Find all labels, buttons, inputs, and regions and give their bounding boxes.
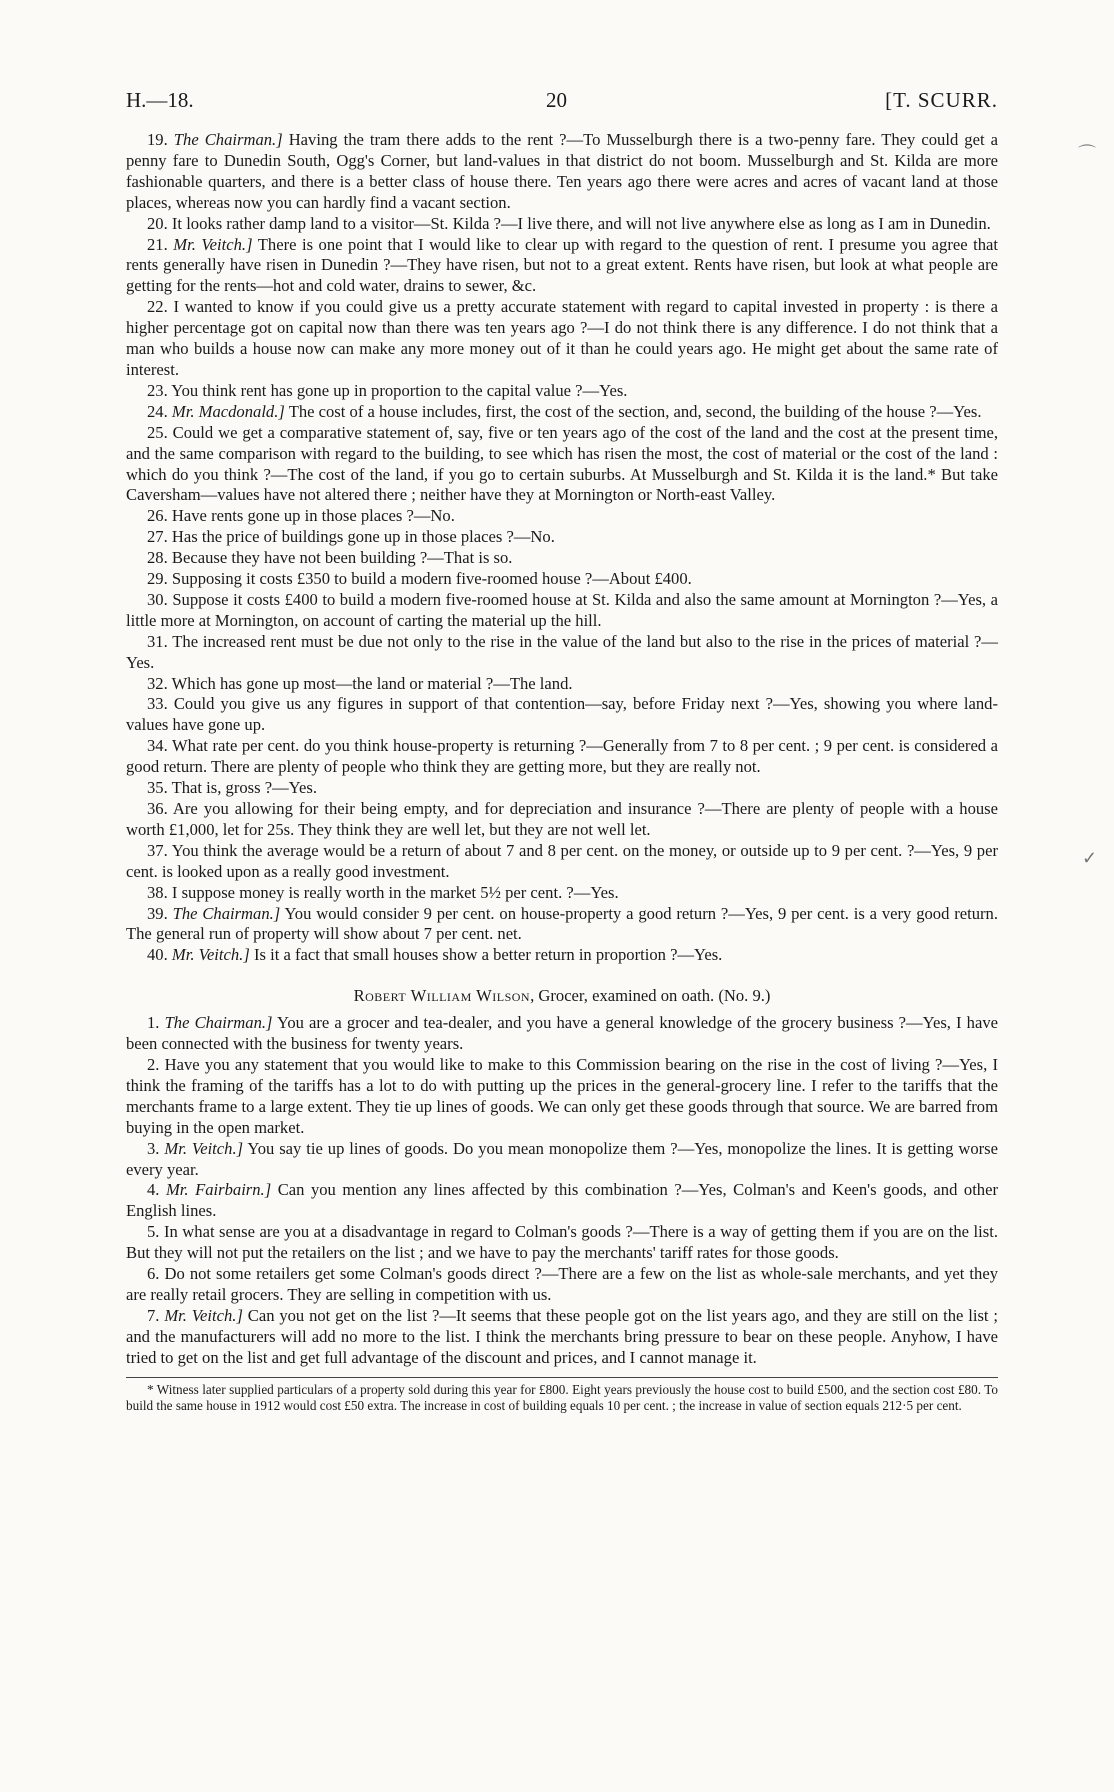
testimony-item xyxy=(126,569,998,590)
item-text: Do not some retailers get some Colman's goods direct ?—There are a few on the list as whole-sale merchants, and yet they are really retail grocers. They are selling in competition with us. xyxy=(126,1264,998,1304)
item-number: 21. xyxy=(147,234,168,254)
item-number: 33. xyxy=(147,694,168,714)
speaker-name: Mr. Fairbairn.] xyxy=(165,1180,272,1200)
item-text: Supposing it costs £350 to build a modern five-roomed house ?—About £400. xyxy=(171,569,692,589)
testimony-item xyxy=(126,778,998,799)
speaker-name: Mr. Veitch.] xyxy=(173,234,253,254)
margin-mark: ⌒ xyxy=(1078,144,1096,164)
testimony-item xyxy=(126,1264,998,1306)
item-text: It looks rather damp land to a visitor—St. Kilda ?—I live there, and will not live anywhere else as long as I am in Dunedin. xyxy=(171,213,991,233)
item-text: Having the tram there adds to the rent ?—To Musselburgh there is a two-penny fare. They could get a penny fare to Dunedin South, Ogg's Corner, but land-values in that district do not boom. Musselburgh and St. Kilda are more fashionable quarters, and there is a better class of house there. Ten years ago there were acres and acres of vacant land at those places, whereas now you can hardly find a vacant section. xyxy=(126,130,998,212)
margin-mark: ✓ xyxy=(1082,848,1098,868)
testimony-item xyxy=(126,674,998,695)
item-number: 31. xyxy=(147,631,168,651)
item-number: 24. xyxy=(147,401,168,421)
testimony-item xyxy=(126,506,998,527)
item-text: You think rent has gone up in proportion to the capital value ?—Yes. xyxy=(171,380,628,400)
item-text: Suppose it costs £400 to build a modern five-roomed house at St. Kilda and also the same amount at Mornington ?—Yes, a little more at Mornington, on account of carting the material up the hill. xyxy=(126,589,998,630)
speaker-name: The Chairman.] xyxy=(173,130,283,149)
item-number: 23. xyxy=(147,380,168,400)
item-number: 19. xyxy=(147,130,168,149)
footnote-text: * Witness later supplied particulars of a property sold during this year for £800. Eight years previously the house cost to build £500, and the section cost £80. To build the same house in 1912 would cost £50 extra. The increase in cost of building equals 10 per cent. ; the increase in value of section equals 212·5 per cent. xyxy=(126,1381,998,1413)
testimony-block-wilson xyxy=(126,1013,998,1368)
item-number: 36. xyxy=(147,799,168,818)
item-number: 25. xyxy=(147,422,168,442)
testimony-item xyxy=(126,1013,998,1055)
item-text: You say tie up lines of goods. Do you mean monopolize them ?—Yes, monopolize the lines. It is getting worse every year. xyxy=(126,1138,998,1179)
item-text: You are a grocer and tea-dealer, and you have a general knowledge of the grocery business ?—Yes, I have been connected with the business for twenty years. xyxy=(126,1013,999,1054)
speaker-name: The Chairman.] xyxy=(164,1013,273,1033)
witness-name: Robert William Wilson xyxy=(353,986,531,1006)
body-text xyxy=(126,130,998,1369)
witness-heading xyxy=(126,986,998,1007)
item-text: Could we get a comparative statement of, say, five or ten years ago of the cost of the land and the cost at the present time, and the same comparison with regard to the building, to see which has risen the most, the cost of material or the cost of the land : which do you think ?—The cost of the land, if you go to certain suburbs. At Musselburgh and St. Kilda it is the land.* But take Caversham—values have not altered there ; neither have they at Mornington or North-east Valley. xyxy=(126,422,999,505)
testimony-item xyxy=(126,590,998,632)
testimony-item xyxy=(126,402,998,423)
item-text: Can you mention any lines affected by this combination ?—Yes, Colman's and Keen's goods, and other English lines. xyxy=(126,1180,998,1221)
item-number: 37. xyxy=(147,840,168,860)
speaker-name: Mr. Veitch.] xyxy=(164,1138,244,1158)
witness-running-head: [T. SCURR. xyxy=(885,88,998,112)
item-number: 22. xyxy=(147,297,168,317)
item-number: 29. xyxy=(147,569,168,589)
item-number: 5. xyxy=(147,1222,160,1242)
page-header xyxy=(126,88,998,128)
item-text: Can you not get on the list ?—It seems that these people got on the list years ago, and they are still on the list ; and the manufacturers will add no more to the list. I think the merchants bring pressure to bear on these people. Anyhow, I have tried to get on the list and get full advantage of the discount and prices, and I cannot manage it. xyxy=(126,1305,999,1367)
page-number: 20 xyxy=(546,88,567,112)
speaker-name: Mr. Veitch.] xyxy=(164,1305,243,1325)
item-text: Has the price of buildings gone up in those places ?—No. xyxy=(171,527,555,547)
item-text: Have rents gone up in those places ?—No. xyxy=(171,506,455,526)
testimony-item xyxy=(126,548,998,569)
item-number: 7. xyxy=(147,1305,160,1325)
document-reference: H.—18. xyxy=(126,88,194,112)
item-text: I wanted to know if you could give us a pretty accurate statement with regard to capital invested in property : is there a higher percentage got on capital now than there was ten years ago ?—I do not think there is any difference. I do not think that a man who builds a house now can make any more money out of it than he could years ago. He might get about the same rate of interest. xyxy=(126,297,998,379)
item-number: 6. xyxy=(147,1264,160,1284)
item-text: Because they have not been building ?—That is so. xyxy=(171,548,513,568)
item-number: 38. xyxy=(147,882,168,902)
item-number: 4. xyxy=(147,1180,160,1200)
item-number: 27. xyxy=(147,527,168,547)
item-number: 3. xyxy=(147,1138,160,1158)
testimony-item xyxy=(126,1055,998,1139)
item-text: In what sense are you at a disadvantage in regard to Colman's goods ?—There is a way of getting them if you are on the list. But they will not put the retailers on the list ; and we have to pay the merchants' tariff rates for those goods. xyxy=(126,1222,998,1263)
item-text: Have you any statement that you would like to make to this Commission bearing on the rise in the cost of living ?—Yes, I think the framing of the tariffs has a lot to do with putting up the prices in the general-grocery line. I refer to the tariffs that the merchants frame to a large extent. They tie up lines of goods. We can only get these goods through that source. We are barred from buying in the open market. xyxy=(126,1054,998,1137)
speaker-name: Mr. Veitch.] xyxy=(171,945,250,965)
item-text: Which has gone up most—the land or material ?—The land. xyxy=(171,673,573,693)
item-number: 32. xyxy=(147,673,168,693)
item-text: Could you give us any figures in support of that contention—say, before Friday next ?—Yes, showing you where land-values have gone up. xyxy=(126,694,998,735)
speaker-name: Mr. Macdonald.] xyxy=(171,401,285,421)
testimony-item xyxy=(126,423,998,507)
testimony-item xyxy=(126,1306,998,1369)
item-number: 34. xyxy=(147,736,168,756)
testimony-item xyxy=(126,214,998,235)
footnote-rule xyxy=(126,1377,998,1378)
testimony-item xyxy=(126,381,998,402)
item-number: 28. xyxy=(147,548,168,568)
item-text: There is one point that I would like to clear up with regard to the question of rent. I presume you agree that rents generally have risen in Dunedin ?—They have risen, but not to a great extent. Rents have risen, but look at what people are getting for the rents—hot and cold water, drains to sewer, &c. xyxy=(126,234,998,296)
item-number: 39. xyxy=(147,903,168,923)
testimony-item xyxy=(126,694,998,736)
item-number: 35. xyxy=(147,778,168,798)
witness-heading-rest: , Grocer, examined on oath. (No. 9.) xyxy=(530,986,771,1006)
testimony-item xyxy=(126,799,998,841)
testimony-item xyxy=(126,297,998,381)
item-number: 40. xyxy=(147,945,168,965)
speaker-name: The Chairman.] xyxy=(172,903,281,923)
item-text: You think the average would be a return of about 7 and 8 per cent. on the money, or outside up to 9 per cent. ?—Yes, 9 per cent. is looked upon as a really good investment. xyxy=(126,840,998,881)
testimony-item xyxy=(126,632,998,674)
item-text: I suppose money is really worth in the market 5½ per cent. ?—Yes. xyxy=(171,882,619,902)
testimony-item xyxy=(126,1222,998,1264)
testimony-item xyxy=(126,527,998,548)
item-number: 26. xyxy=(147,506,168,526)
item-number: 2. xyxy=(147,1054,160,1074)
testimony-item xyxy=(126,1139,998,1181)
testimony-item xyxy=(126,130,998,214)
testimony-item xyxy=(126,736,998,778)
item-text: Is it a fact that small houses show a better return in proportion ?—Yes. xyxy=(253,945,723,965)
testimony-item xyxy=(126,235,998,298)
item-text: You would consider 9 per cent. on house-property a good return ?—Yes, 9 per cent. is a very good return. The general run of property will show about 7 per cent. net. xyxy=(126,903,998,944)
item-number: 1. xyxy=(147,1013,160,1033)
testimony-item xyxy=(126,945,998,966)
item-number: 20. xyxy=(147,213,168,233)
item-text: The increased rent must be due not only to the rise in the value of the land but also to the rise in the prices of material ?—Yes. xyxy=(126,631,998,672)
testimony-item xyxy=(126,904,998,946)
item-text: The cost of a house includes, first, the cost of the section, and, second, the building of the house ?—Yes. xyxy=(288,401,982,421)
testimony-item xyxy=(126,1180,998,1222)
item-number: 30. xyxy=(147,589,168,609)
item-text: Are you allowing for their being empty, and for depreciation and insurance ?—There are plenty of people with a house worth £1,000, let for 25s. They think they are well let, but they are not well let. xyxy=(126,799,998,839)
item-text: That is, gross ?—Yes. xyxy=(171,778,317,798)
footnote xyxy=(126,1382,998,1414)
document-page xyxy=(126,88,998,1414)
item-text: What rate per cent. do you think house-property is returning ?—Generally from 7 to 8 per cent. ; 9 per cent. is considered a good return. There are plenty of people who think they are getting more, but they are really not. xyxy=(126,736,998,777)
testimony-block-scurr xyxy=(126,130,998,966)
testimony-item xyxy=(126,841,998,883)
testimony-item xyxy=(126,883,998,904)
